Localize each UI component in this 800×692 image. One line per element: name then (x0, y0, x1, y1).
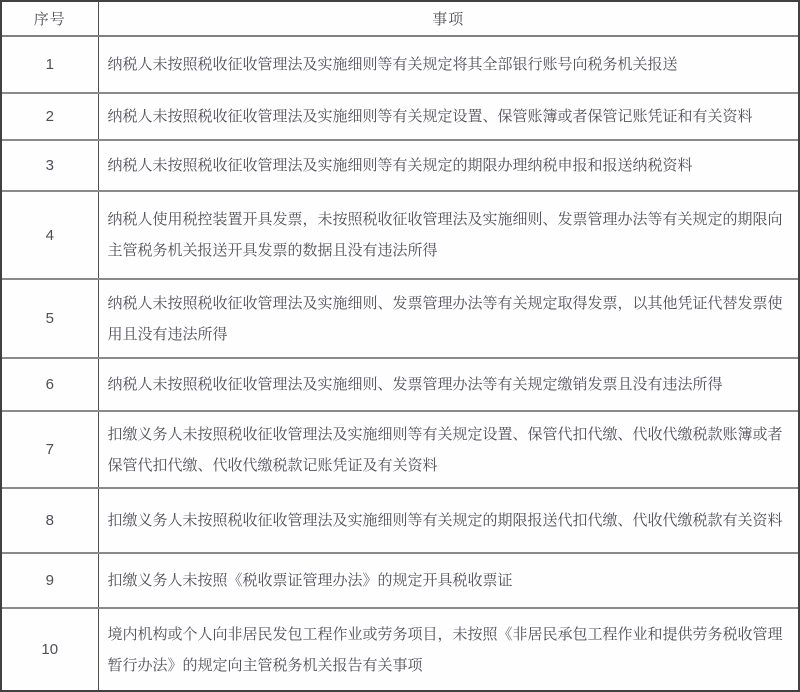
row-item-cell: 扣缴义务人未按照税收征收管理法及实施细则等有关规定设置、保管代扣代缴、代收代缴税款账簿或者保管代扣代缴、代收代缴税款记账凭证及有关资料 (98, 411, 798, 488)
table-row (2, 553, 798, 608)
tax-items-table (2, 2, 798, 690)
col-header-number: 序号 (2, 2, 98, 36)
header-row (2, 2, 798, 36)
row-item-cell: 纳税人未按照税收征收管理法及实施细则、发票管理办法等有关规定取得发票，以其他凭证代替发票使用且没有违法所得 (98, 279, 798, 358)
table-row (2, 488, 798, 553)
row-number-cell: 10 (41, 641, 59, 658)
row-number-cell: 6 (2, 358, 98, 411)
table-row (2, 36, 798, 93)
row-number-cell: 3 (2, 140, 98, 191)
row-number-cell: 9 (2, 553, 98, 608)
row-number-cell: 2 (2, 93, 98, 140)
table-row (2, 358, 798, 411)
row-item-cell: 纳税人使用税控装置开具发票，未按照税收征收管理法及实施细则、发票管理办法等有关规定的期限向主管税务机关报送开具发票的数据且没有违法所得 (98, 191, 798, 279)
row-number-cell: 1 (2, 36, 98, 93)
row-number-cell: 8 (2, 488, 98, 553)
row-item-cell: 纳税人未按照税收征收管理法及实施细则等有关规定设置、保管账簿或者保管记账凭证和有关资料 (98, 93, 798, 140)
row-item-cell: 扣缴义务人未按照税收征收管理法及实施细则等有关规定的期限报送代扣代缴、代收代缴税款有关资料 (98, 488, 798, 553)
row-item-cell: 扣缴义务人未按照《税收票证管理办法》的规定开具税收票证 (98, 553, 798, 608)
row-number-cell: 4 (2, 191, 98, 279)
row-item-cell: 纳税人未按照税收征收管理法及实施细则、发票管理办法等有关规定缴销发票且没有违法所得 (98, 358, 798, 411)
col-header-item: 事项 (98, 2, 798, 36)
table-row (2, 93, 798, 140)
table-row (2, 411, 798, 488)
row-number-cell: 5 (2, 279, 98, 358)
row-item-cell: 境内机构或个人向非居民发包工程作业或劳务项目，未按照《非居民承包工程作业和提供劳务税收管理暂行办法》的规定向主管税务机关报告有关事项 (98, 608, 798, 690)
row-item-cell: 纳税人未按照税收征收管理法及实施细则等有关规定将其全部银行账号向税务机关报送 (98, 36, 798, 93)
table-row (2, 191, 798, 279)
table-body (2, 36, 798, 690)
row-number-cell: 7 (2, 411, 98, 488)
table-row (2, 608, 798, 690)
row-item-cell: 纳税人未按照税收征收管理法及实施细则等有关规定的期限办理纳税申报和报送纳税资料 (98, 140, 798, 191)
table-row (2, 140, 798, 191)
table-row (2, 279, 798, 358)
